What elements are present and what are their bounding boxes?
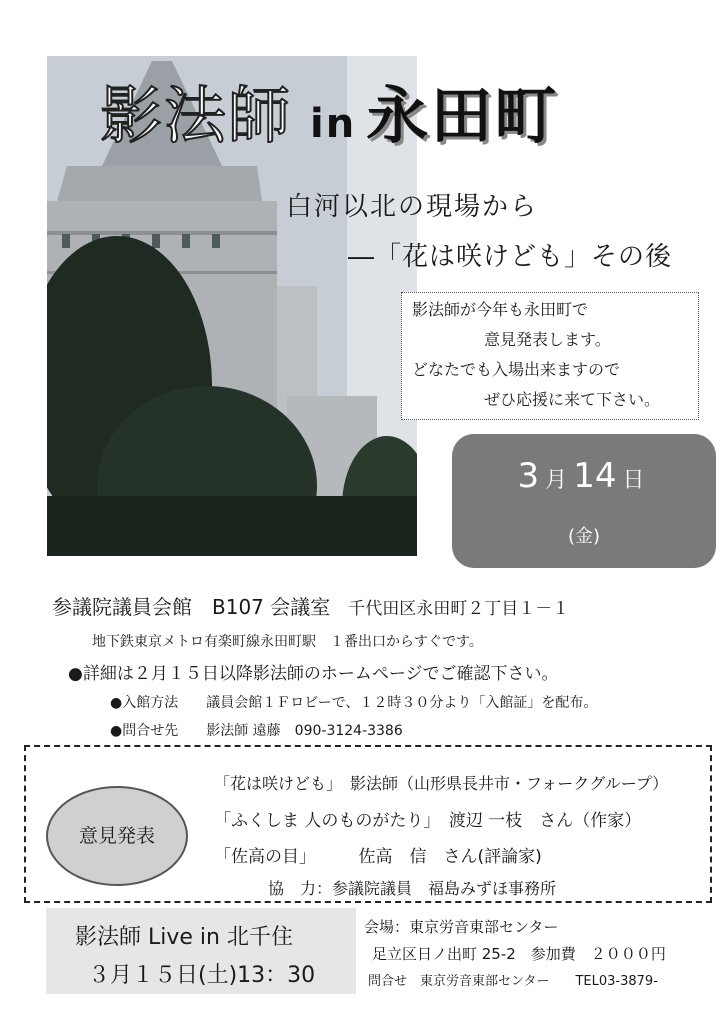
live-title: 影法師 Live in 北千住 — [75, 925, 293, 950]
date-month-unit: 月 — [545, 468, 568, 493]
event-title — [100, 66, 558, 155]
contact-info: ●問合せ先 影法師 遠藤 090-3124-3386 — [110, 723, 403, 739]
date-badge — [452, 434, 716, 568]
date-day: 14 — [573, 456, 617, 496]
notice-line: どなたでも入場出来ますので — [412, 360, 621, 379]
notice-line: 意見発表します。 — [484, 330, 611, 349]
subtitle-line-1: 白河以北の現場から — [286, 192, 539, 222]
entry-info: ●入館方法 議員会館１Ｆロビーで、１２時３０分より「入館証」を配布。 — [110, 695, 598, 711]
live-datetime: ３月１５日(土)13：30 — [88, 963, 316, 988]
subtitle-line-2: ―「花は咲けども」その後 — [348, 242, 673, 272]
presentation-label: 意見発表 — [46, 786, 188, 886]
speaker-item: 「佐高の目」 佐高 信 さん(評論家) — [214, 847, 542, 867]
notice-line: ぜひ応援に来て下さい。 — [484, 390, 661, 409]
date-month: 3 — [517, 456, 540, 496]
venue-name: 参議院議員会館 B107 会議室 — [52, 595, 331, 619]
access-info: 地下鉄東京メトロ有楽町線永田町駅 １番出口からすぐです。 — [92, 634, 483, 650]
date-weekday: (金) — [567, 526, 601, 547]
speaker-item: 「ふくしま 人のものがたり」 渡辺 一枝 さん（作家） — [214, 811, 642, 831]
notice-box — [401, 292, 699, 420]
venue-address: 千代田区永田町２丁目１－１ — [348, 599, 570, 619]
live-contact: 問合せ 東京労音東部センター TEL03-3879- — [368, 974, 658, 989]
live-venue: 会場：東京労音東部センター — [364, 918, 559, 936]
speaker-item: 「花は咲けども」 影法師（山形県長井市・フォークグループ） — [214, 774, 669, 793]
title-place: 永田町 — [366, 79, 559, 152]
cooperation-line: 協 力：参議院議員 福島みずほ事務所 — [268, 879, 557, 898]
title-connector: in — [310, 101, 357, 147]
title-main: 影法師 — [100, 79, 293, 152]
live-address-fee: 足立区日ノ出町 25-2 参加費 ２０００円 — [372, 945, 666, 963]
venue-line — [52, 591, 569, 620]
date-main — [452, 456, 716, 496]
details-info: ●詳細は２月１５日以降影法師のホームページでご確認下さい。 — [68, 664, 559, 684]
notice-line: 影法師が今年も永田町で — [412, 300, 589, 319]
date-day-unit: 日 — [622, 468, 645, 493]
